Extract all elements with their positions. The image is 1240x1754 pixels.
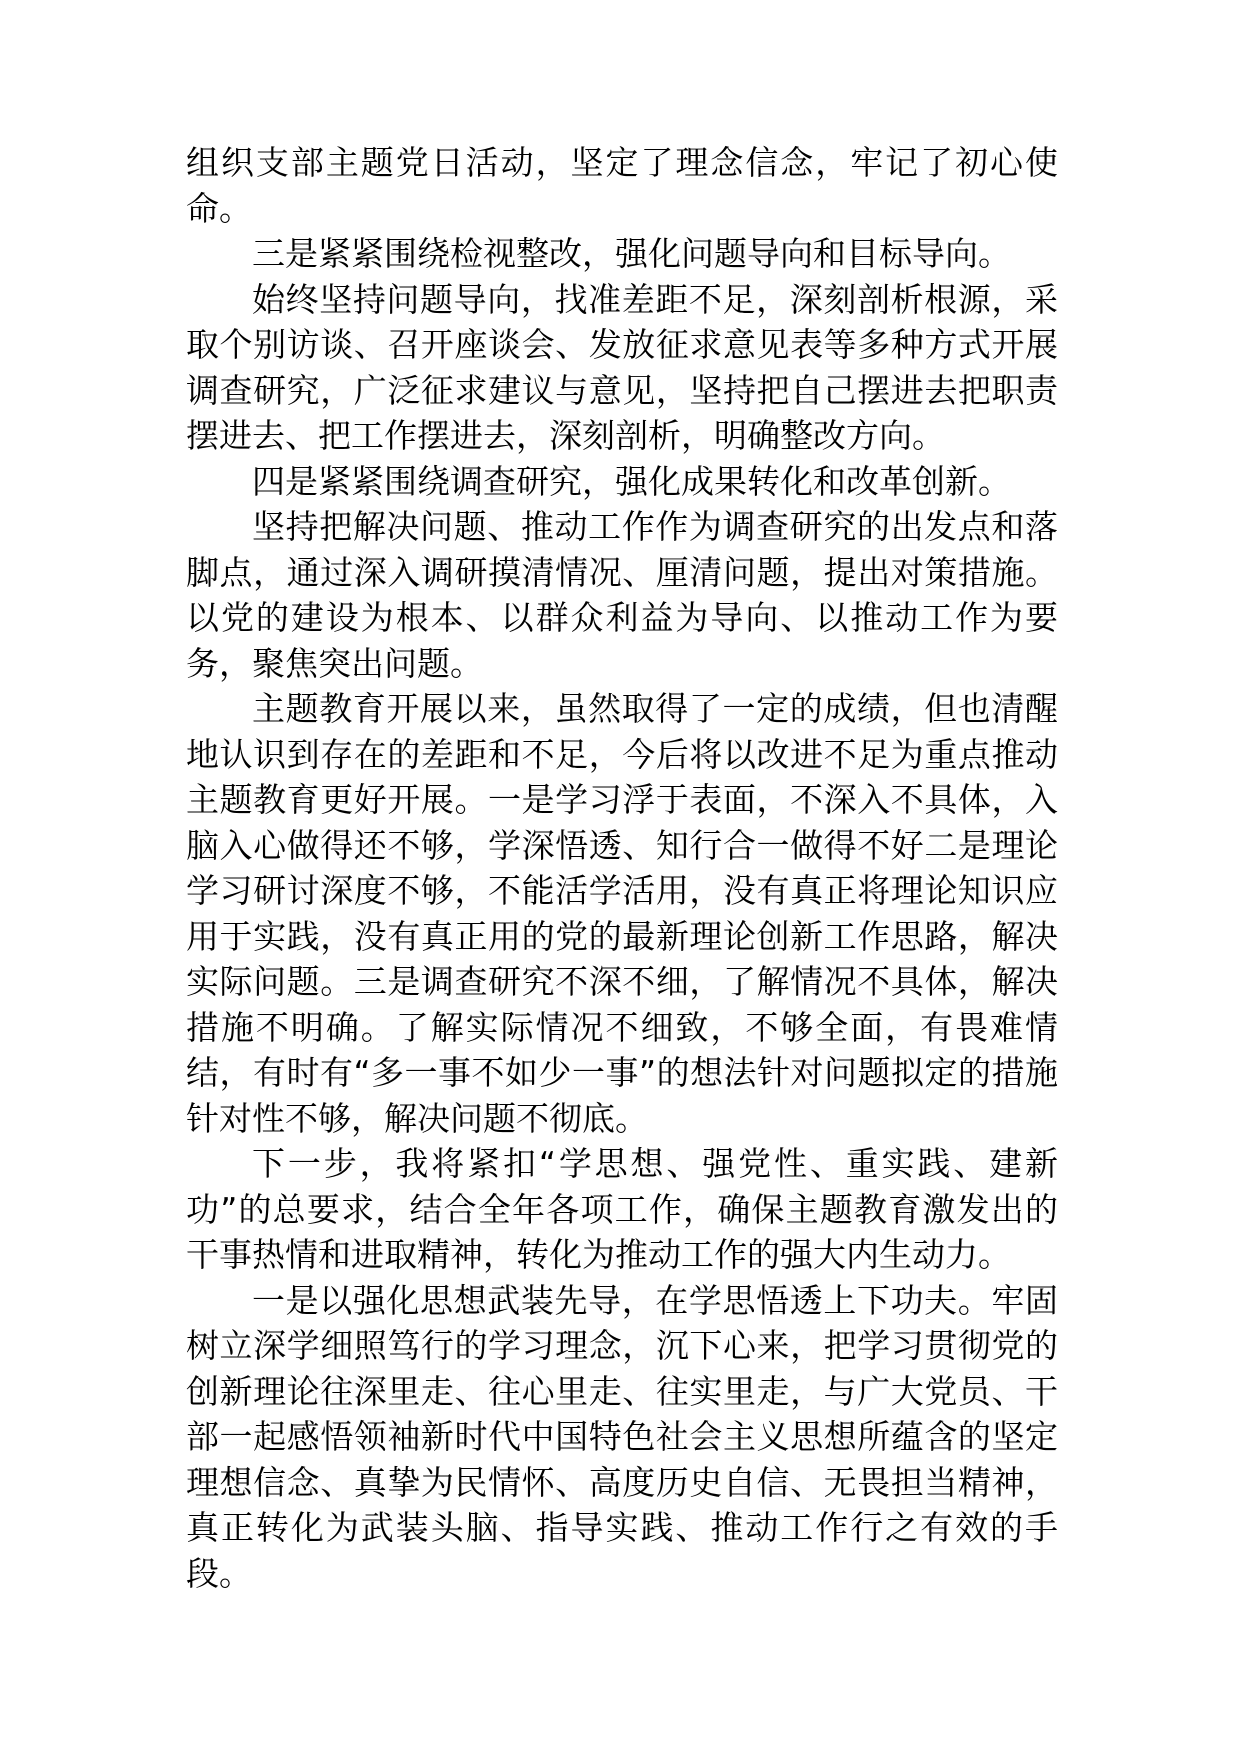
document-page — [186, 140, 1058, 1596]
paragraph-research-results: 坚持把解决问题、推动工作作为调查研究的出发点和落脚点，通过深入调研摸清情况、厘清问题，提出对策措施。以党的建设为根本、以群众利益为导向、以推动工作为要务，聚焦突出问题。 — [186, 507, 1058, 683]
paragraph-next-steps: 下一步，我将紧扣“学思想、强党性、重实践、建新功”的总要求，结合全年各项工作，确保主题教育激发出的干事热情和进取精神，转化为推动工作的强大内生动力。 — [186, 1144, 1058, 1274]
section-heading-three: 三是紧紧围绕检视整改，强化问题导向和目标导向。 — [252, 234, 1011, 273]
paragraph-shortcomings: 主题教育开展以来，虽然取得了一定的成绩，但也清醒地认识到存在的差距和不足，今后将以改进不足为重点推动主题教育更好开展。一是学习浮于表面，不深入不具体，入脑入心做得还不够，学深悟透、知行合一做得不好二是理论学习研讨深度不够，不能活学活用，没有真正将理论知识应用于实践，没有真正用的党的最新理论创新工作思路，解决实际问题。三是调查研究不深不细，了解情况不具体，解决措施不明确。了解实际情况不细致，不够全面，有畏难情结，有时有“多一事不如少一事”的想法针对问题拟定的措施针对性不够，解决问题不彻底。 — [186, 689, 1058, 1138]
section-heading-four: 四是紧紧围绕调查研究，强化成果转化和改革创新。 — [252, 461, 1011, 501]
paragraph-ideological-arming: 一是以强化思想武装先导，在学思悟透上下功夫。牢固树立深学细照笃行的学习理念，沉下心来，把学习贯彻党的创新理论往深里走、往心里走、往实里走，与广大党员、干部一起感悟领袖新时代中国特色社会主义思想所蕴含的坚定理想信念、真挚为民情怀、高度历史自信、无畏担当精神，真正转化为武装头脑、指导实践、推动工作行之有效的手段。 — [186, 1280, 1058, 1593]
paragraph-problem-orientation: 始终坚持问题导向，找准差距不足，深刻剖析根源，采取个别访谈、召开座谈会、发放征求意见表等多种方式开展调查研究，广泛征求建议与意见，坚持把自己摆进去把职责摆进去、把工作摆进去，深刻剖析，明确整改方向。 — [186, 279, 1058, 455]
paragraph-continuation: 组织支部主题党日活动，坚定了理念信念，牢记了初心使命。 — [186, 143, 1058, 228]
